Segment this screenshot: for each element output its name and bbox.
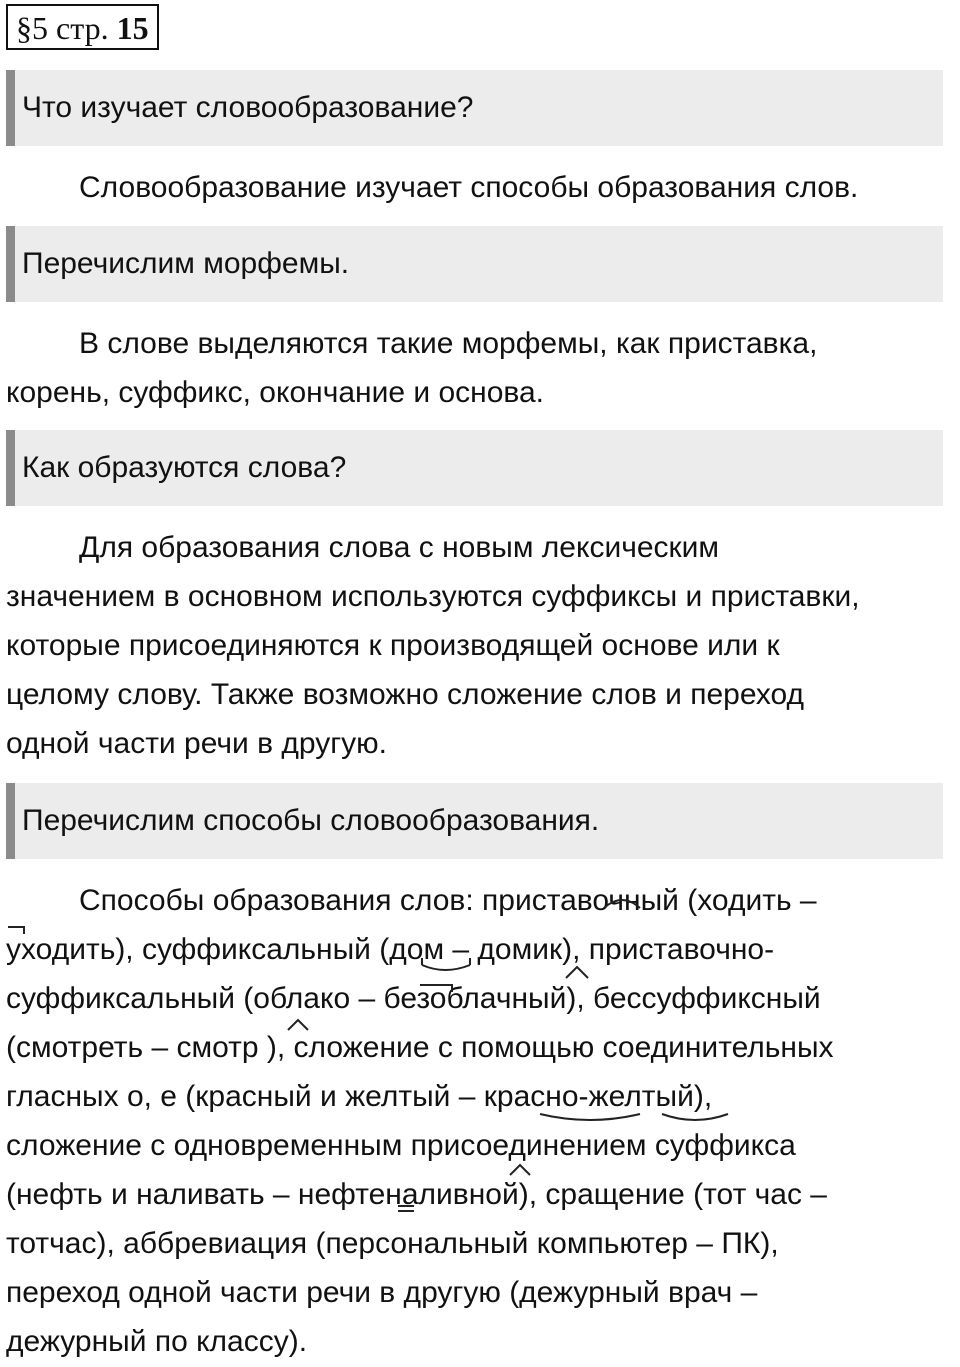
answer-4 xyxy=(6,876,956,1366)
question-1: Что изучает словообразование? xyxy=(6,70,943,146)
answer-line: целому слову. Также возможно сложение слов и переход xyxy=(6,678,805,711)
answer-line: сложение с одновременным присоединением суффикса xyxy=(6,1129,796,1162)
answer-2 xyxy=(6,319,956,417)
answer-line: корень, суффикс, окончание и основа. xyxy=(6,376,545,409)
question-2: Перечислим морфемы. xyxy=(6,226,943,302)
answer-line: (нефть и наливать – нефтеналивной), сращение (тот час – xyxy=(6,1178,827,1211)
answer-line: одной части речи в другую. xyxy=(6,727,388,760)
answer-line: гласных о, е (красный и желтый – красно-желтый), xyxy=(6,1080,713,1113)
answer-line: дежурный по классу). xyxy=(6,1325,308,1358)
question-3: Как образуются слова? xyxy=(6,430,943,506)
answer-line: Для образования слова с новым лексическим xyxy=(79,531,720,564)
answer-line: суффиксальный (облако – безоблачный), бессуффиксный xyxy=(6,982,821,1015)
answer-line: значением в основном используются суффиксы и приставки, xyxy=(6,580,860,613)
section-label: §5 стр. xyxy=(16,10,109,46)
page-label xyxy=(6,4,159,50)
answer-line: которые присоединяются к производящей основе или к xyxy=(6,629,780,662)
answer-line: Способы образования слов: приставочный (ходить – xyxy=(79,884,817,917)
answer-line: (смотреть – смотр ), сложение с помощью соединительных xyxy=(6,1031,834,1064)
answer-line: В слове выделяются такие морфемы, как приставка, xyxy=(79,327,818,360)
question-4: Перечислим способы словообразования. xyxy=(6,783,943,859)
answer-1 xyxy=(6,163,956,212)
answer-line: уходить), суффиксальный (дом – домик), приставочно- xyxy=(6,933,775,966)
answer-line: переход одной части речи в другую (дежурный врач – xyxy=(6,1276,758,1309)
answer-line: тотчас), аббревиация (персональный компьютер – ПК), xyxy=(6,1227,779,1260)
page-number: 15 xyxy=(116,10,149,46)
answer-line: Словообразование изучает способы образования слов. xyxy=(79,171,859,204)
answer-3 xyxy=(6,523,956,768)
